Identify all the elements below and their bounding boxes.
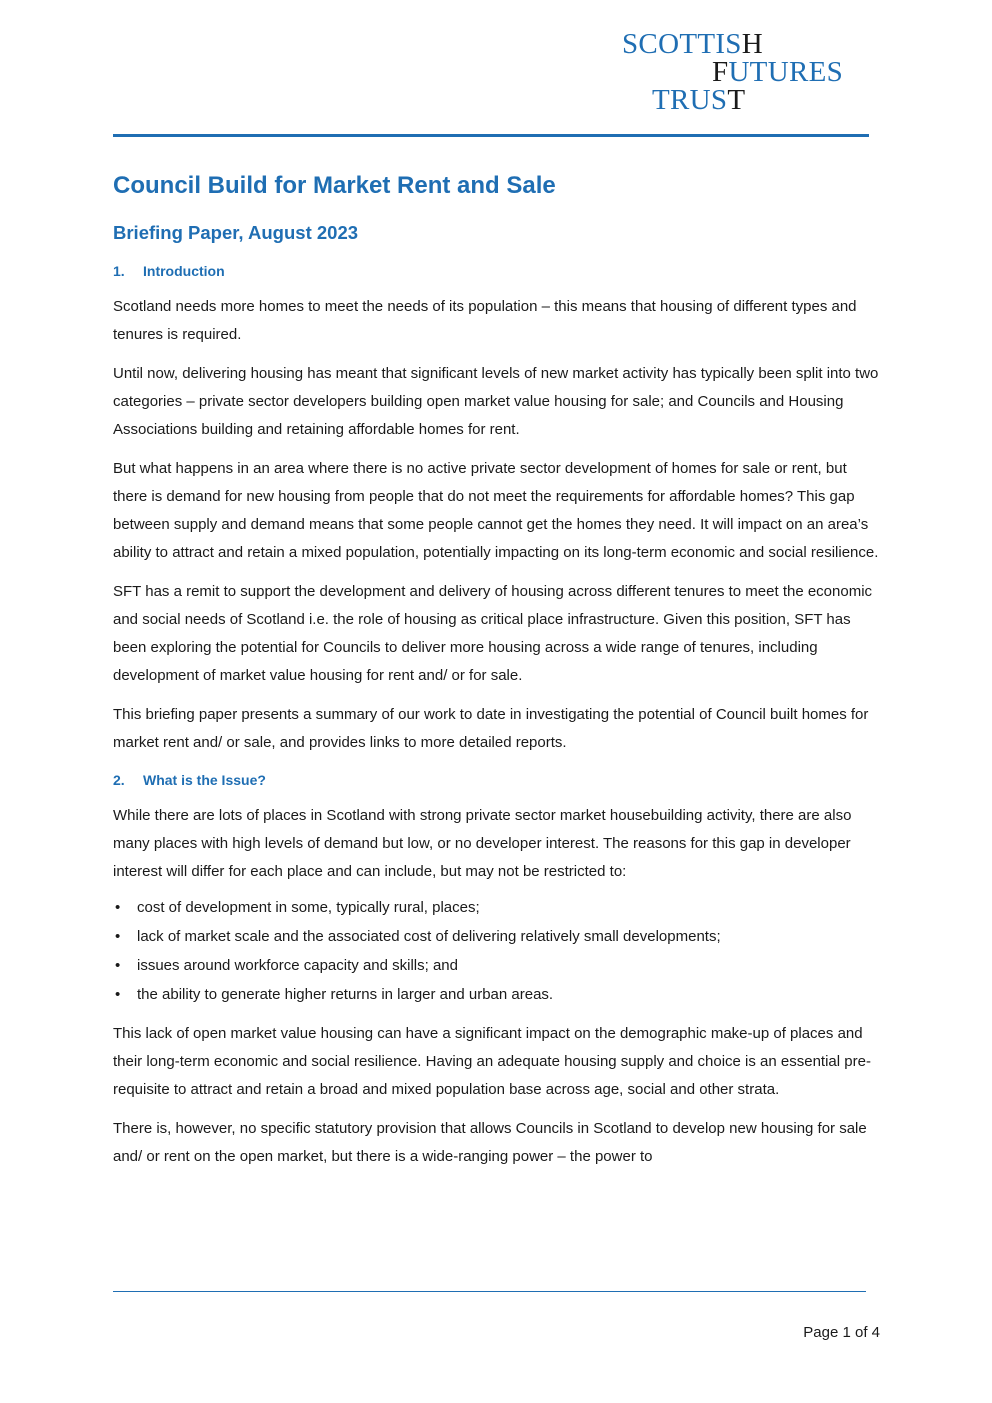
paragraph: This briefing paper presents a summary of our work to date in investigating the potential of Council built homes for market rent and/ or sale, and provides links to more detailed reports. <box>113 706 869 751</box>
document-body <box>113 168 881 1171</box>
bullet-item: • cost of development in some, typically rural, places; <box>113 893 881 922</box>
paragraph: This lack of open market value housing can have a significant impact on the demographic make-up of places and their long-term economic and social resilience. Having an adequate housing supply and choice is an essential pre-requisite to attract and retain a broad and mixed population base across age, social and other strata. <box>113 1025 871 1098</box>
section-heading-what-is-the-issue: 2. What is the Issue? <box>113 772 266 788</box>
bullet-list <box>113 893 881 1009</box>
paragraph: But what happens in an area where there is no active private sector development of homes for sale or rent, but there is demand for new housing from people that do not meet the requirements for affordable homes? This gap between supply and demand means that some people cannot get the homes they need. It will impact on an area’s ability to attract and retain a mixed population, potentially impacting on its long-term economic and social resilience. <box>113 460 879 561</box>
document-subtitle: Briefing Paper, August 2023 <box>113 222 359 243</box>
document-title: Council Build for Market Rent and Sale <box>113 172 556 199</box>
header-divider <box>113 134 869 137</box>
paragraph: Scotland needs more homes to meet the needs of its population – this means that housing of different types and tenures is required. <box>113 298 857 343</box>
bullet-item: • lack of market scale and the associated cost of delivering relatively small developments; <box>113 922 881 951</box>
scottish-futures-trust-logo <box>622 30 872 114</box>
logo-line-3: TRUST <box>652 84 746 116</box>
paragraph: There is, however, no specific statutory provision that allows Councils in Scotland to develop new housing for sale and/ or rent on the open market, but there is a wide-ranging power – the power to <box>113 1120 867 1165</box>
paragraph: While there are lots of places in Scotland with strong private sector market housebuilding activity, there are also many places with high levels of demand but low, or no developer interest. The reasons for this gap in developer interest will differ for each place and can include, but may not be restricted to: <box>113 807 852 880</box>
paragraph: SFT has a remit to support the development and delivery of housing across different tenures to meet the economic and social needs of Scotland i.e. the role of housing as critical place infrastructure. Given this position, SFT has been exploring the potential for Councils to deliver more housing across a wide range of tenures, including development of market value housing for rent and/ or for sale. <box>113 583 873 684</box>
section-heading-introduction: 1. Introduction <box>113 263 225 279</box>
logo-line-2: FUTURES <box>712 56 844 88</box>
page-number: Page 1 of 4 <box>803 1324 880 1341</box>
footer-divider <box>113 1291 866 1292</box>
logo-line-1: SCOTTISH <box>622 28 763 60</box>
bullet-item: • the ability to generate higher returns in larger and urban areas. <box>113 980 881 1009</box>
paragraph: Until now, delivering housing has meant that significant levels of new market activity has typically been split into two categories – private sector developers building open market value housing for sale; and Councils and Housing Associations building and retaining affordable homes for rent. <box>113 365 879 438</box>
bullet-item: • issues around workforce capacity and skills; and <box>113 951 881 980</box>
